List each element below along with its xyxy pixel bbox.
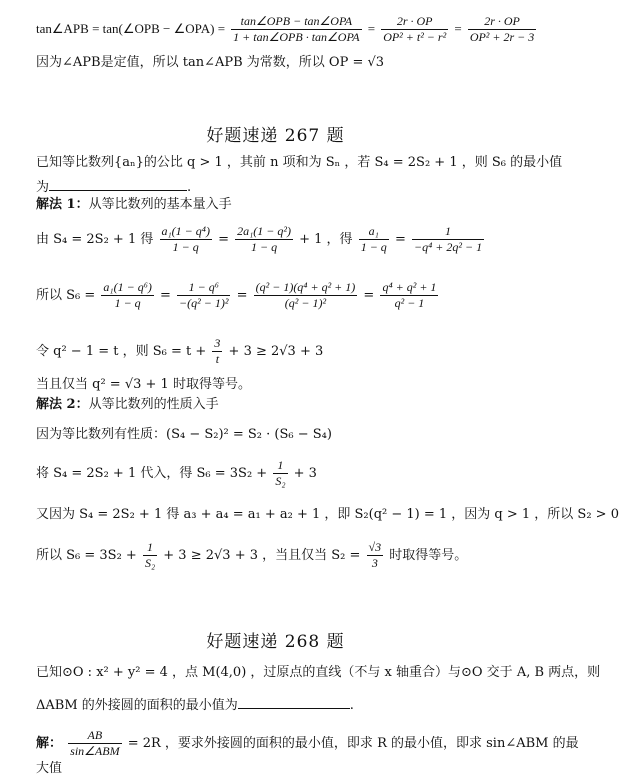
tan-fraction-1: $\frac{\text{tan∠OPB − tan∠OPA}}{\text{1 + tan∠OPB · tan∠OPA}}$ (233, 14, 360, 44)
method-1-line-1: 由 S₄ = 2S₂ + 1 得 $\frac{\text{a₁(1 − q⁴)}}{1 - q}$ = $\frac{\text{2a₁(1 − q²)}}{1 - q}$ + 1 ，得 $\frac{\text{a₁}}{1 - q}$ = $\frac{1}{\text{−q⁴ + 2q² − 1}}$ (36, 224, 483, 254)
method-2-heading: 解法 2：从等比数列的性质入手 (36, 397, 219, 412)
method-2-line-3: 又因为 S₄ = 2S₂ + 1 得 a₃ + a₄ = a₁ + a₂ + 1 ，即 S₂(q² − 1) = 1 ，因为 q > 1 ，所以 S₂ > 0 (36, 507, 619, 522)
method-2-line-2: 将 S₄ = 2S₂ + 1 代入，得 S₆ = 3S₂ + $\frac{1}{\text{S₂}}$ + 3 (36, 458, 317, 488)
problem-268-solution-line2: 大值 (36, 761, 63, 776)
tan-fraction-2: $\frac{2r \cdot OP}{\text{OP² + t² − r²}}$ (383, 14, 447, 44)
tan-derivation-line: tan∠APB = tan(∠OPB − ∠OPA) = $\frac{\text{tan∠OPB − tan∠OPA}}{\text{1 + tan∠OPB · tan∠OPA}}$ = $\frac{2r \cdot OP}{\text{OP² + t² − r²}}$ = $\frac{2r \cdot OP}{\text{OP² + 2r − 3}}$ (36, 14, 535, 44)
tan-fraction-3: $\frac{2r \cdot OP}{\text{OP² + 2r − 3}}$ (469, 14, 535, 44)
conclusion-line: 因为∠APB是定值，所以 tan∠APB 为常数，所以 OP = √3 (36, 55, 385, 70)
problem-268-title: 好题速递 268 题 (206, 632, 345, 652)
method-2-line-4: 所以 S₆ = 3S₂ + $\frac{1}{\text{S₂}}$ + 3 ≥ 2√3 + 3 ，当且仅当 S₂ = $\frac{√3}{3}$ 时取得等号。 (36, 540, 468, 570)
method-2-line-1: 因为等比数列有性质：(S₄ − S₂)² = S₂ · (S₆ − S₄) (36, 427, 332, 442)
problem-267-question-line2: 为 . (36, 180, 192, 195)
problem-268-solution: 解： $\frac{AB}{\text{sin∠ABM}}$ = 2R ，要求外接圆的面积的最小值，即求 R 的最小值，即求 sin∠ABM 的最 (36, 728, 579, 758)
method-1-line-2: 所以 S₆ = $\frac{\text{a₁(1 − q⁶)}}{1 - q}$ = $\frac{\text{1 − q⁶}}{\text{−(q² − 1)²}}$ = $\frac{\text{(q² − 1)(q⁴ + q² + 1)}}{\text{(q² − 1)²}}$ = $\frac{\text{q⁴ + q² + 1}}{\text{q² − 1}}$ (36, 280, 437, 310)
answer-blank (238, 696, 350, 709)
tan-expression: tan∠APB = tan(∠OPB − ∠OPA) = (36, 21, 226, 36)
method-1-heading: 解法 1：从等比数列的基本量入手 (36, 197, 232, 212)
problem-268-question-line2: ΔABM 的外接圆的面积的最小值为 . (36, 698, 354, 713)
problem-268-question: 已知⊙O : x² + y² = 4 ，点 M(4,0) ，过原点的直线（不与 x 轴重合）与⊙O 交于 A, B 两点，则 (36, 665, 601, 680)
method-1-line-4: 当且仅当 q² = √3 + 1 时取得等号。 (36, 377, 251, 392)
answer-blank (49, 178, 187, 191)
problem-267-title: 好题速递 267 题 (206, 126, 345, 146)
problem-267-question: 已知等比数列{aₙ}的公比 q > 1 ，其前 n 项和为 Sₙ ，若 S₄ = 2S₂ + 1 ，则 S₆ 的最小值 (36, 155, 563, 170)
method-1-line-3: 令 q² − 1 = t ，则 S₆ = t + $\frac{3}{t}$ + 3 ≥ 2√3 + 3 (36, 336, 324, 366)
